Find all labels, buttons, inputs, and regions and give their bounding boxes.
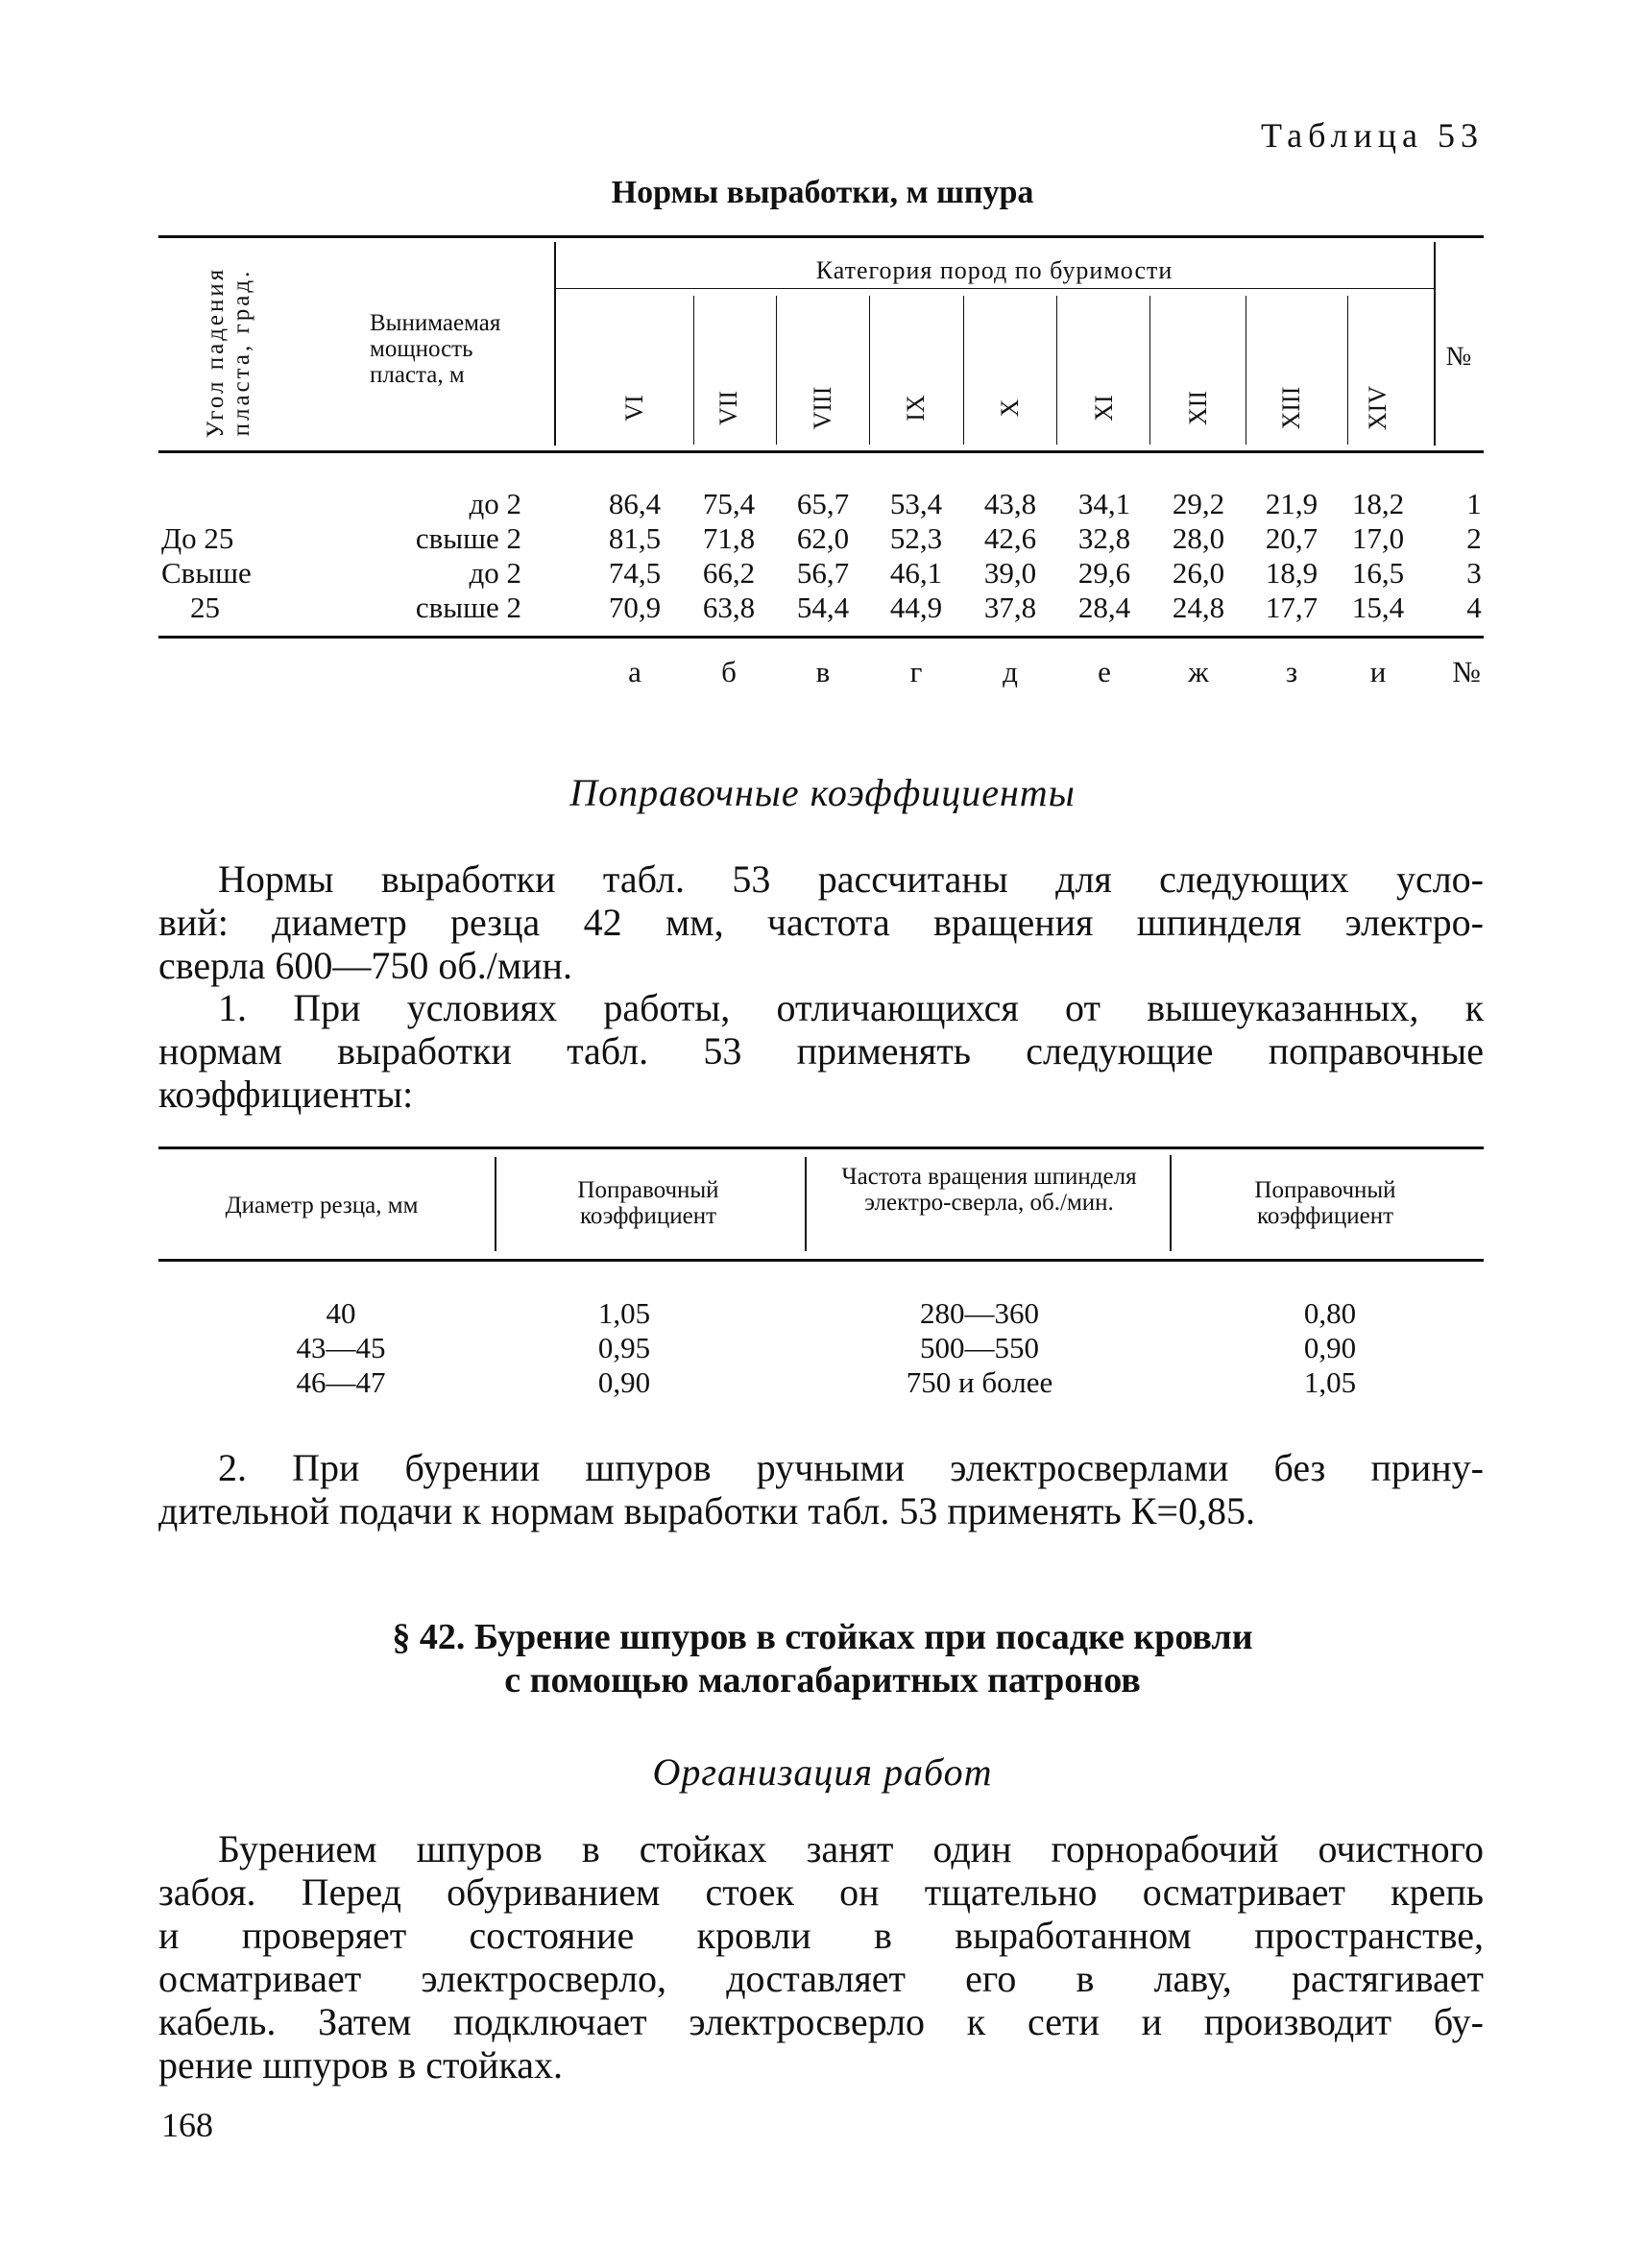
table2-cell: 40 (326, 1296, 356, 1330)
text-line: осматривает электросверло, доставляет его в лаву, растягивает (158, 1957, 1484, 2000)
table-label: Таблица 53 (1261, 116, 1484, 155)
text-line: 1. При условиях работы, отличающихся от вышеуказанных, к (218, 986, 1484, 1029)
table2-cell: 0,90 (1303, 1331, 1357, 1364)
value-cell: 29,6 (1077, 556, 1131, 590)
category-6: XI (1090, 395, 1118, 422)
value-cell: 75,4 (702, 487, 756, 520)
table2-cell: 0,80 (1303, 1296, 1357, 1330)
column-letter: и (1369, 655, 1387, 688)
category-header: Категория пород по буримости (815, 256, 1173, 284)
value-cell: 16,5 (1351, 556, 1405, 590)
table1-top-rule (158, 235, 1484, 238)
text-line: рение шпуров в стойках. (158, 2043, 563, 2087)
text-line: Бурением шпуров в стойках занят один горнорабочий очистного (218, 1827, 1484, 1870)
value-cell: 17,0 (1351, 521, 1405, 555)
category-3: VIII (809, 386, 836, 430)
value-cell: 18,9 (1265, 556, 1318, 590)
text-line: и проверяет состояние кровли в выработанном пространстве, (158, 1914, 1484, 1957)
vline (1056, 296, 1057, 445)
value-cell: 39,0 (983, 556, 1037, 590)
column-letter: г (909, 655, 923, 688)
angle-label: До 25 (161, 521, 234, 555)
value-cell: 81,5 (608, 521, 662, 555)
section-heading-42-line2: с помощью малогабаритных патронов (504, 1660, 1141, 1701)
value-cell: 18,2 (1351, 487, 1405, 520)
value-cell: 62,0 (796, 521, 850, 555)
value-cell: 43,8 (983, 487, 1037, 520)
column-letter: в (815, 655, 831, 688)
text-line: сверла 600—750 об./мин. (158, 944, 572, 987)
column-letter: з (1285, 655, 1298, 688)
table1-header-rule (158, 450, 1484, 453)
table2-cell: 750 и более (906, 1365, 1053, 1399)
vline (869, 296, 870, 445)
category-2: VII (714, 390, 742, 426)
page-number: 168 (161, 2106, 213, 2144)
table2-header-rule (158, 1259, 1484, 1262)
value-cell: 86,4 (608, 487, 662, 520)
section-title-corrections: Поправочные коэффициенты (569, 771, 1076, 814)
value-cell: 32,8 (1077, 521, 1131, 555)
text-line: забоя. Перед обуриванием стоек он тщательно осматривает крепь (158, 1870, 1484, 1914)
thickness-cell: свыше 2 (415, 591, 521, 624)
vline (693, 296, 694, 445)
angle-label: Свыше (161, 556, 252, 590)
value-cell: 42,6 (983, 521, 1037, 555)
category-5: X (996, 398, 1024, 418)
row-number: 3 (1466, 556, 1482, 590)
value-cell: 53,4 (889, 487, 943, 520)
table2-cell: 43—45 (296, 1331, 386, 1364)
thickness-cell: свыше 2 (415, 521, 521, 555)
value-cell: 46,1 (889, 556, 943, 590)
diameter-header: Диаметр резца, мм (225, 1193, 419, 1218)
row-number: 1 (1466, 487, 1482, 520)
text-line: вий: диаметр резца 42 мм, частота вращения шпинделя электро- (158, 901, 1484, 944)
column-letter: б (721, 655, 737, 688)
value-cell: 26,0 (1172, 556, 1225, 590)
row-number: 2 (1466, 521, 1482, 555)
section-heading-42-line1: § 42. Бурение шпуров в стойках при посадке кровли (392, 1617, 1253, 1657)
no-header: № (1445, 342, 1472, 372)
coef-header-2: Поправочный коэффициент (1254, 1177, 1396, 1229)
value-cell: 65,7 (796, 487, 850, 520)
value-cell: 66,2 (702, 556, 756, 590)
thickness-cell: до 2 (469, 487, 521, 520)
column-letter: ж (1188, 655, 1209, 688)
category-4: IX (902, 395, 930, 422)
row-number: 4 (1466, 591, 1482, 624)
value-cell: 34,1 (1077, 487, 1131, 520)
frequency-header: Частота вращения шпинделя электро-сверла, об./мин. (841, 1164, 1137, 1216)
value-cell: 70,9 (608, 591, 662, 624)
table2-cell: 1,05 (1303, 1365, 1357, 1399)
category-9: XIV (1364, 385, 1391, 431)
text-line: дительной подачи к нормам выработки табл. 53 применять К=0,85. (158, 1489, 1255, 1532)
thickness-cell: до 2 (469, 556, 521, 590)
vline (1170, 1155, 1172, 1251)
value-cell: 29,2 (1172, 487, 1225, 520)
vline (1149, 296, 1150, 445)
value-cell: 71,8 (702, 521, 756, 555)
column-letter-no: № (1452, 655, 1481, 688)
table2-cell: 280—360 (920, 1296, 1039, 1330)
value-cell: 74,5 (608, 556, 662, 590)
table2-cell: 0,90 (597, 1365, 651, 1399)
vline (776, 296, 777, 445)
table2-top-rule (158, 1146, 1484, 1149)
text-line: нормам выработки табл. 53 применять следующие поправочные (158, 1029, 1484, 1073)
vline (1347, 296, 1348, 445)
table1-title: Нормы выработки, м шпура (611, 175, 1034, 210)
value-cell: 44,9 (889, 591, 943, 624)
category-8: XIII (1277, 386, 1305, 430)
value-cell: 52,3 (889, 521, 943, 555)
value-cell: 28,4 (1077, 591, 1131, 624)
value-cell: 15,4 (1351, 591, 1405, 624)
angle-header: Угол падения пласта, град. (203, 266, 254, 439)
column-letter: е (1098, 655, 1111, 688)
value-cell: 24,8 (1172, 591, 1225, 624)
vline (495, 1157, 496, 1251)
angle-label: 25 (190, 591, 220, 624)
coef-header-1: Поправочный коэффициент (577, 1177, 719, 1229)
text-line: коэффициенты: (158, 1073, 414, 1116)
value-cell: 56,7 (796, 556, 850, 590)
table2-cell: 500—550 (920, 1331, 1039, 1364)
value-cell: 21,9 (1265, 487, 1318, 520)
value-cell: 28,0 (1172, 521, 1225, 555)
value-cell: 54,4 (796, 591, 850, 624)
column-letter: а (628, 655, 641, 688)
value-cell: 20,7 (1265, 521, 1318, 555)
table2-cell: 46—47 (296, 1365, 386, 1399)
thickness-header: Вынимаемая мощность пласта, м (370, 310, 501, 388)
text-line: Нормы выработки табл. 53 рассчитаны для следующих усло- (218, 857, 1484, 901)
column-letter: д (1003, 655, 1018, 688)
vline (805, 1157, 807, 1251)
table2-cell: 1,05 (597, 1296, 651, 1330)
value-cell: 37,8 (983, 591, 1037, 624)
value-cell: 17,7 (1265, 591, 1318, 624)
category-7: XII (1184, 390, 1212, 426)
text-line: 2. При бурении шпуров ручными электросверлами без прину- (218, 1446, 1484, 1489)
text-line: кабель. Затем подключает электросверло к сети и производит бу- (158, 2000, 1484, 2043)
table2-cell: 0,95 (597, 1331, 651, 1364)
value-cell: 63,8 (702, 591, 756, 624)
vline (963, 296, 964, 445)
table1-bottom-rule (158, 636, 1484, 639)
section-title-organization: Организация работ (652, 1750, 993, 1794)
category-subrule (555, 288, 1434, 289)
category-1: VI (620, 395, 648, 422)
